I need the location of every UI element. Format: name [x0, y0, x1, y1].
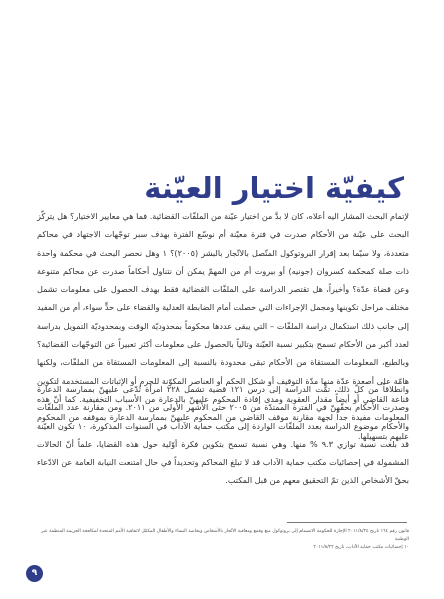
paragraph-text: وانطلاقاً من كلّ ذلك، تمّت الدراسة إلى درس ١٢١ قضية تشمل ٢٢٨ امرأة تُدّعى عليهنّ بممارسة الدعارة وصدرت الأحكام بحقّهنّ في الفترة الممتدّة من ٢٠٠٥ حتى الأشهر الأولى من ٢٠١١. ومن مقارنة عدد الملفّات والأحكام موضوع الدراسة بعدد الملفّات الواردة إلى مكتب حماية الآداب في السنوات المذكورة، ١٠ تكون العيّنة قد بلغت نسبة توازي ٩.٣ % منها. وهي نسبة تسمح بتكوين فكرة أوّلية حول هذه القضايا، علماً أنّ الحالات المشمولة في إحصائيات مكتب حماية الآداب قد لا تبلغ المحاكم وتحديداً في حال امتنعت النيابة العامة عن الادّعاء بحقّ الأشخاص الذين تمّ التحقيق معهم من قبل المكتب.	[37, 384, 410, 486]
footnote-divider	[287, 522, 407, 523]
page-number-badge: ٩	[26, 565, 43, 582]
paragraph-text: لإتمام البحث المشار اليه أعلاه، كان لا بدَّ من اختيار عيّنة من الملفّات القضائية. فما هي معايير الاختيار؟ هل يتركّز البحث على عيّنة من الأحكام صدرت في فترة معيّنة أم نوسّع الفترة بهدف سبر توجّهات الاجتهاد في محاكم متعددة، ولا سيّما بعد إقرار البروتوكول المتّصل بالاتّجار بالبشر (٢٠٠٥)؟ ١ وهل نحصر البحث في محكمة واحدة ذات صلة كمحكمة كسروان (جونيه) أو بيروت أم من المهمّ يمكن أن نتناول أحكاماً صدرت عن محاكم متنوعة وعن قضاة عدّة؟ وأخيراً، هل تقتصر الدراسة على الملفّات القضائية فقط بهدف الحصول على معلومات تشمل مختلف مراحل تكوينها ومجمل الإجراءات التي حصلت أمام الضابطة العدلية والقضاء على حدٍّ سواء، أم من المفيد إلى جانب ذلك استكمال دراسة الملفّات – التي يبقى عددها محكوماً بمحدوديّة الوقت وبمحدوديّة التمويل بدراسة لعدد أكبر من الأحكام تسمح بتكبير نسبة العيّنة وتالياً بالحصول على معلومات أكثر تعبيراً عن التوجّهات القضائية؟ وبالطبع، المعلومات المستقاة من الأحكام تبقى محدودة بالنسبة إلى المعلومات المستقاة من الملفّات، ولكنها هامّة على أصعدة عدّة منها مدّة التوقيف أو شكل الحكم أو العناصر المكوّنة للجرم أو الإثباتات المستخدمة لتكوين قناعة القاضي أو أيضاً مقدار العقوبة ومدى إفادة المحكوم عليهنّ بالدعارة من الأسباب التخفيفية. كما أنّ هذه المعلومات مفيدة جداً لجهة مقارنة موقف القاضي من المحكوم عليهنّ بممارسة الدعارة بموقفه من المحكوم عليهم بتسهيلها.	[37, 211, 409, 441]
footnote-1: قانون رقم ١٦٤ تاريخ ٢٠١١/٨/٢٤ الإجازة للحكومة الانضمام إلى بروتوكول منع وقمع ومعاقبة الاتّجار بالأشخاص وبخاصة النساء والأطفال المكمّل لاتفاقية الأمم المتحدة لمكافحة الجريمة المنظمة عبر الوطنية	[41, 529, 409, 542]
section-title: كيفيّة اختيار العيّنة	[144, 171, 404, 205]
footnotes	[37, 528, 409, 552]
body-paragraph-2	[37, 380, 409, 490]
footnote-2: ١٠ إحصائيات مكتب حماية الآداب، تاريخ ٢٠١١/٨/٢٢	[313, 545, 409, 550]
